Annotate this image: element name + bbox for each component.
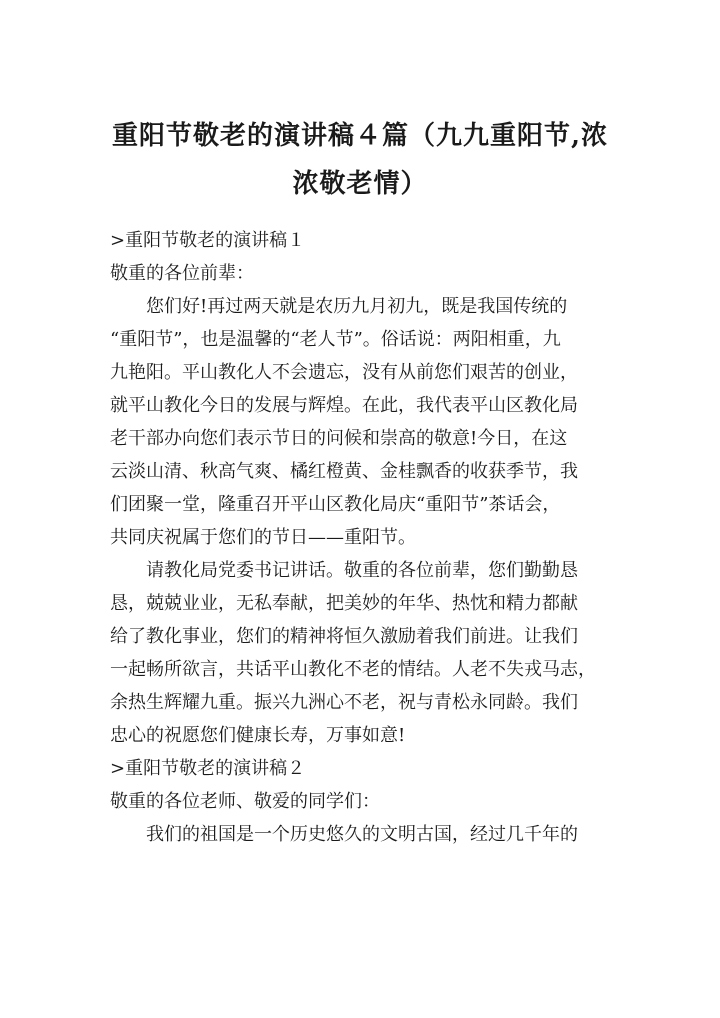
paragraph-line: 请教化局党委书记讲话。敬重的各位前辈，您们勤勤恳 (146, 560, 578, 581)
document-title (100, 112, 620, 208)
salutation-2: 敬重的各位老师、敬爱的同学们： (110, 791, 380, 812)
salutation-1: 敬重的各位前辈： (110, 263, 254, 284)
paragraph-line: 就平山教化今日的发展与辉煌。在此，我代表平山区教化局 (110, 395, 578, 416)
paragraph-line: 余热生辉耀九重。振兴九洲心不老，祝与青松永同龄。我们 (110, 692, 578, 713)
title-line-1: 重阳节敬老的演讲稿４篇（九九重阳节,浓 (111, 121, 609, 151)
title-line-2: 浓敬老情） (292, 169, 428, 199)
document-body (110, 224, 620, 851)
paragraph-line: 一起畅所欲言，共话平山教化不老的情结。人老不失戎马志， (110, 659, 596, 680)
paragraph-line: 云淡山清、秋高气爽、橘红橙黄、金桂飘香的收获季节，我 (110, 461, 578, 482)
paragraph-line: 共同庆祝属于您们的节日——重阳节。 (110, 527, 416, 548)
section-heading-1: >重阳节敬老的演讲稿１ (110, 230, 306, 251)
paragraph-line: 老干部办向您们表示节日的问候和崇高的敬意!今日，在这 (110, 428, 568, 449)
paragraph-line: “重阳节”，也是温馨的“老人节”。俗话说：两阳相重，九 (110, 329, 561, 350)
paragraph-line: 给了教化事业，您们的精神将恒久激励着我们前进。让我们 (110, 626, 578, 647)
paragraph-line: 们团聚一堂，隆重召开平山区教化局庆“重阳节”茶话会， (110, 494, 561, 515)
paragraph-line: 九艳阳。平山教化人不会遗忘，没有从前您们艰苦的创业， (110, 362, 578, 383)
paragraph-line: 忠心的祝愿您们健康长寿，万事如意! (110, 725, 406, 746)
section-heading-2: >重阳节敬老的演讲稿２ (110, 758, 306, 779)
paragraph-line: 我们的祖国是一个历史悠久的文明古国，经过几千年的 (146, 824, 578, 845)
paragraph-line: 恳，兢兢业业，无私奉献，把美妙的年华、热忱和精力都献 (110, 593, 578, 614)
paragraph-line: 您们好!再过两天就是农历九月初九，既是我国传统的 (146, 296, 568, 317)
